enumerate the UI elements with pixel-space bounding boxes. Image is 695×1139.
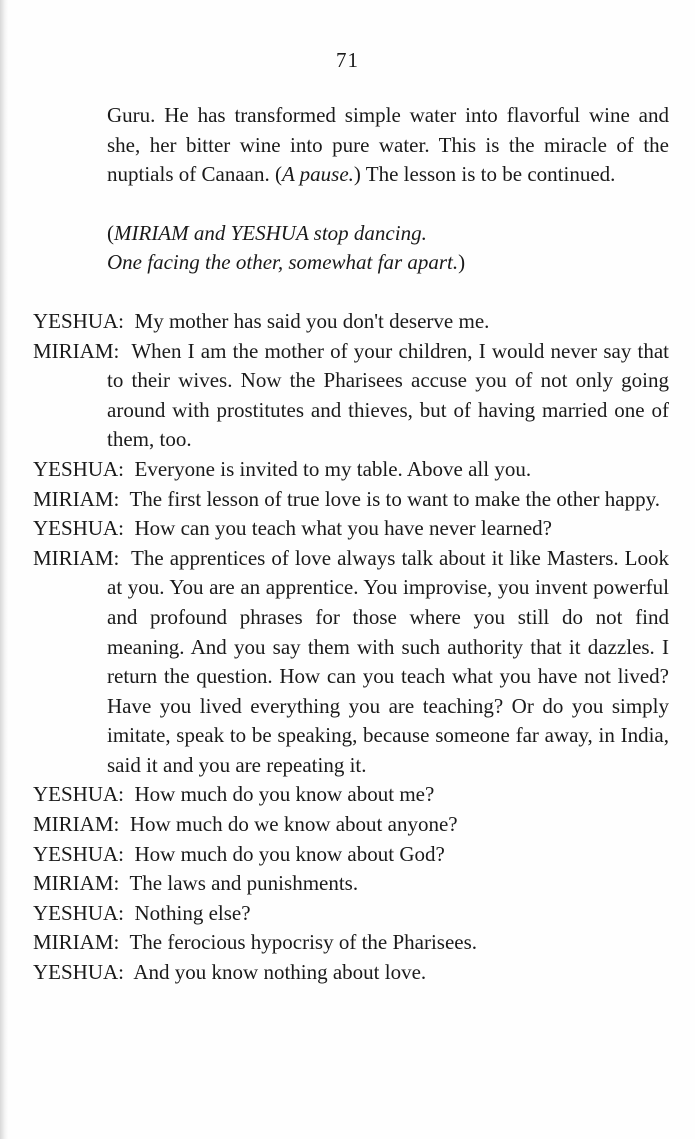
dialogue-line — [33, 780, 669, 810]
dialogue-text: My mother has said you don't deserve me. — [134, 308, 490, 333]
dialogue-line — [33, 455, 669, 485]
dialogue-line — [33, 485, 669, 515]
page-number: 71 — [336, 48, 359, 72]
page-binding-edge — [0, 0, 8, 1139]
dialogue-text: How much do you know about me? — [134, 782, 435, 807]
dialogue-text: How much do you know about God? — [134, 841, 445, 866]
dialogue-text: How can you teach what you have never learned? — [134, 516, 552, 541]
dialogue-line — [33, 928, 669, 958]
dialogue-line — [33, 810, 669, 840]
speaker-name: YESHUA: — [33, 516, 125, 541]
speaker-name: YESHUA: — [33, 900, 125, 925]
dialogue-text: Everyone is invited to my table. Above all you. — [134, 456, 532, 481]
dialogue-line — [33, 840, 669, 870]
dialogue-text: The first lesson of true love is to want to make the other happy. — [129, 486, 660, 511]
page-content — [33, 101, 669, 988]
stage-direction-line-2-text: One facing the other, somewhat far apart. — [107, 250, 459, 275]
dialogue-text: Nothing else? — [134, 900, 251, 925]
dialogue-line — [33, 899, 669, 929]
dialogue-line — [33, 307, 669, 337]
speaker-name: YESHUA: — [33, 841, 125, 866]
stage-direction-open-paren: ( — [107, 220, 114, 245]
dialogue-text: The ferocious hypocrisy of the Pharisees. — [129, 930, 478, 955]
opening-paragraph-italic: A pause. — [281, 162, 354, 187]
dialogue-text: When I am the mother of your children, I would never say that to their wives. Now the Pharisees accuse you of not only going around with prostitutes and thieves, but of having married one of them, too. — [107, 338, 669, 452]
dialogue-text: And you know nothing about love. — [133, 960, 427, 985]
opening-paragraph-text-1: Guru. He has transformed simple water into flavorful wine and she, her bitter wine into pure water. This is the miracle of the nuptials of Canaan. ( — [107, 103, 669, 187]
dialogue-line — [33, 337, 669, 455]
dialogue-line — [33, 869, 669, 899]
dialogue-line — [33, 514, 669, 544]
stage-direction-line-1-text: MIRIAM and YESHUA stop dancing. — [114, 220, 427, 245]
stage-direction-close-paren: ) — [458, 250, 466, 275]
dialogue-text: How much do we know about anyone? — [129, 812, 458, 837]
dialogue-text: The apprentices of love always talk about it like Masters. Look at you. You are an apprentice. You improvise, you invent powerful and profound phrases for those where you still do not find meaning. And you say them with such authority that it dazzles. I return the question. How can you teach what you have not lived? Have you lived everything you are teaching? Or do you simply imitate, speak to be speaking, because someone far away, in India, said it and you are repeating it. — [107, 545, 669, 777]
speaker-name: MIRIAM: — [33, 545, 120, 570]
speaker-name: YESHUA: — [33, 456, 125, 481]
dialogue-block — [33, 307, 669, 988]
speaker-name: MIRIAM: — [33, 486, 120, 511]
speaker-name: YESHUA: — [33, 782, 125, 807]
stage-direction-line-1 — [107, 219, 669, 249]
speaker-name: YESHUA: — [33, 960, 125, 985]
speaker-name: MIRIAM: — [33, 338, 120, 363]
speaker-name: YESHUA: — [33, 308, 125, 333]
dialogue-line — [33, 958, 669, 988]
opening-paragraph — [107, 101, 669, 190]
dialogue-line — [33, 544, 669, 781]
speaker-name: MIRIAM: — [33, 812, 120, 837]
speaker-name: MIRIAM: — [33, 930, 120, 955]
opening-paragraph-text-2: ) The lesson is to be continued. — [353, 162, 616, 187]
stage-direction-line-2 — [107, 248, 669, 278]
stage-direction — [107, 219, 669, 278]
speaker-name: MIRIAM: — [33, 871, 120, 896]
dialogue-text: The laws and punishments. — [129, 871, 359, 896]
